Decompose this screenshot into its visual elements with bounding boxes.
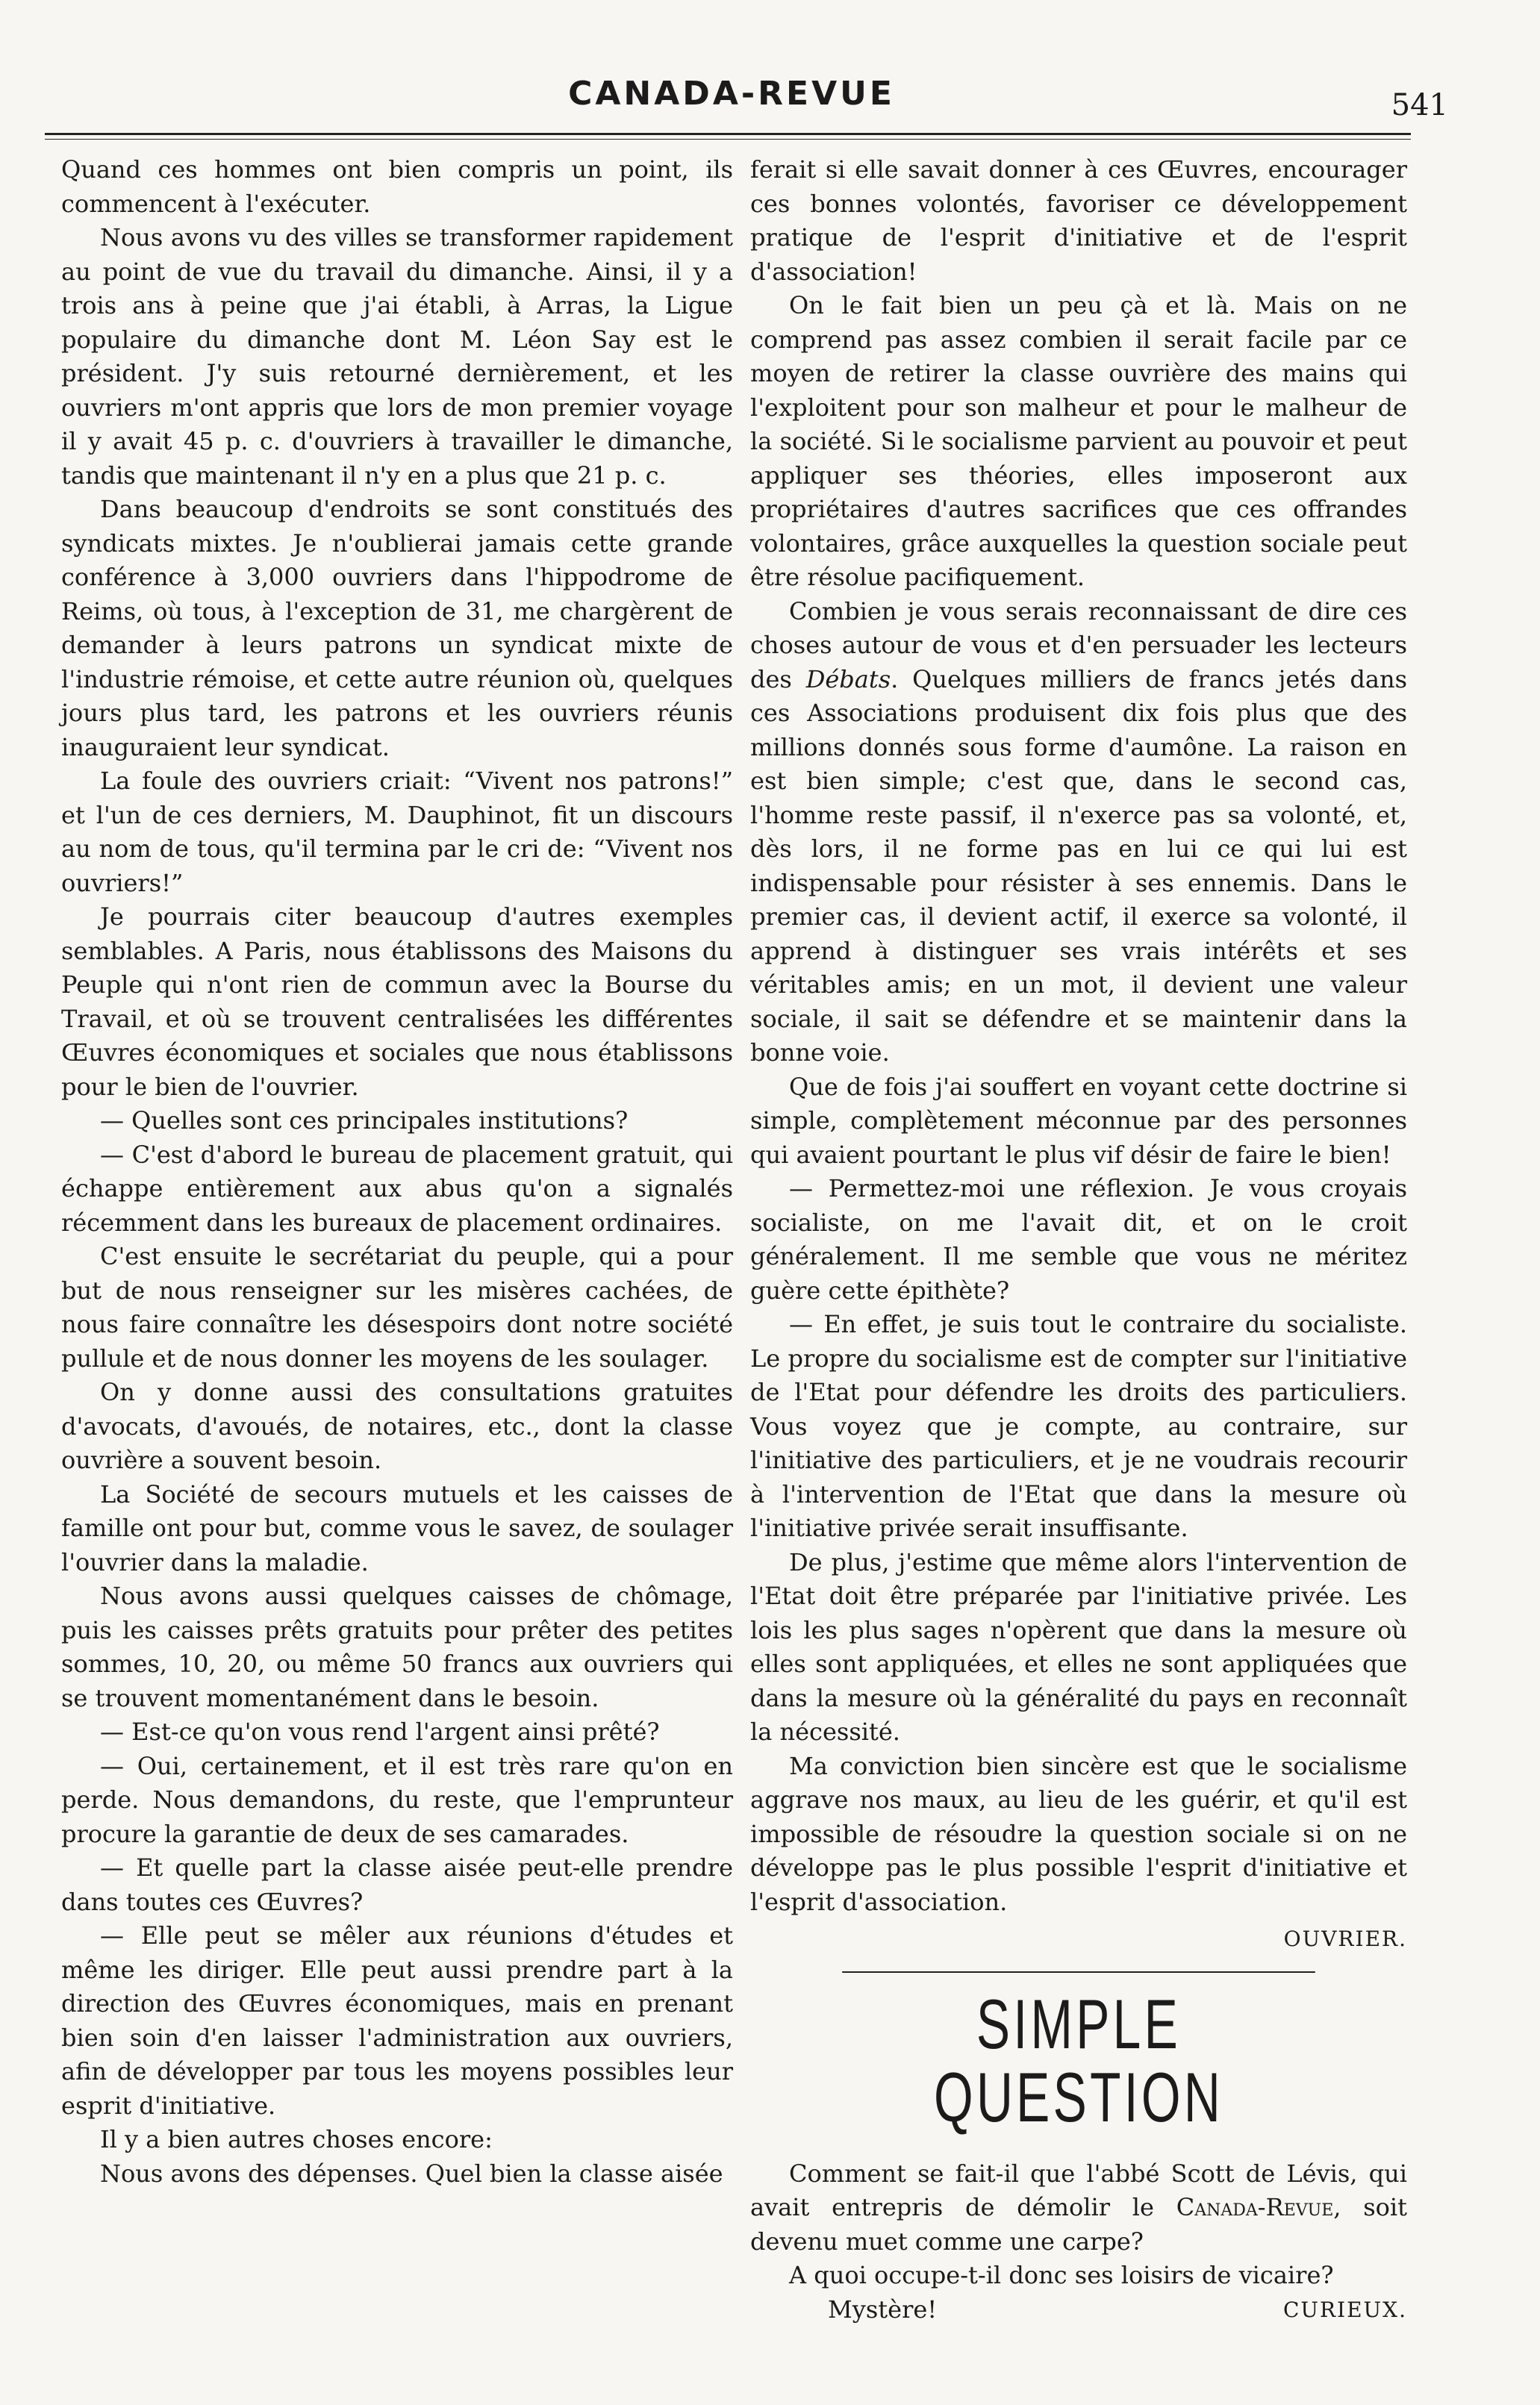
text-run: Combien je vous serais reconnaissant de dire ces choses autour de vous et d'en persuader les lecteurs des	[750, 596, 1407, 693]
author-signature: OUVRIER.	[1283, 1927, 1407, 1951]
page-header	[45, 75, 1448, 122]
paragraph: La foule des ouvriers criait: “Vivent nos patrons!” et l'un de ces derniers, M. Dauphinot, fit un discours au nom de tous, qu'il termina par le cri de: “Vivent nos ouvriers!”	[61, 767, 733, 897]
page-number: 541	[1391, 88, 1448, 122]
paragraph	[750, 2157, 1407, 2259]
paragraph: Nous avons des dépenses. Quel bien la classe aisée	[100, 2159, 723, 2188]
paragraph: On le fait bien un peu çà et là. Mais on ne comprend pas assez combien il serait facile par ce moyen de retirer la classe ouvrière des mains qui l'exploitent pour son malheur et pour le malheur de la société. Si le socialisme parvient au pouvoir et peut appliquer ses théories, elles imposeront aux propriétaires d'autres sacrifices que ces offrandes volontaires, grâce auxquelles la question sociale peut être résolue pacifiquement.	[750, 291, 1407, 591]
text-run: . Quelques milliers de francs jetés dans ces Associations produisent dix fois plus que des millions donnés sous forme d'aumône. La raison en est bien simple; c'est que, dans le second cas, l'homme reste passif, il n'exerce pas sa volonté, et, dès lors, il ne forme pas en lui ce qui lui est indispensable pour résister à ses ennemis. Dans le premier cas, il devient actif, il exerce sa volonté, il apprend à distinguer ses vrais intérêts et ses véritables amis; en un mot, il devient une valeur sociale, il sait se défendre et se maintenir dans la bonne voie.	[750, 664, 1408, 1067]
paragraph: — Est-ce qu'on vous rend l'argent ainsi prêté?	[100, 1718, 660, 1746]
magazine-name: Canada-Revue	[1176, 2193, 1334, 2222]
closing-line	[750, 2293, 1407, 2327]
journal-title-debats: Débats	[805, 664, 891, 693]
paragraph: Ma conviction bien sincère est que le socialisme aggrave nos maux, au lieu de les guérir, et qu'il est impossible de résoudre la question sociale si on ne développe pas le plus possible l'esprit d'initiative et l'esprit d'association.	[750, 1751, 1407, 1916]
paragraph: Je pourrais citer beaucoup d'autres exemples semblables. A Paris, nous établissons des Maisons du Peuple qui n'ont rien de commun avec la Bourse du Travail, et où se trouvent centralisées les différentes Œuvres économiques et sociales que nous établissons pour le bien de l'ouvrier.	[61, 902, 733, 1101]
header-rule-thin	[45, 139, 1411, 140]
paragraph: A quoi occupe-t-il donc ses loisirs de vicaire?	[789, 2261, 1334, 2290]
paragraph: Nous avons vu des villes se transformer rapidement au point de vue du travail du dimanche. Ainsi, il y a trois ans à peine que j'ai établi, à Arras, la Ligue populaire du dimanche dont M. Léon Say est le président. J'y suis retourné dernièrement, et les ouvriers m'ont appris que lors de mon premier voyage il y avait 45 p. c. d'ouvriers à travailler le dimanche, tandis que maintenant il n'y en a plus que 21 p. c.	[61, 223, 733, 490]
header-rule	[45, 133, 1411, 135]
paragraph: La Société de secours mutuels et les caisses de famille ont pour but, comme vous le savez, de soulager l'ouvrier dans la maladie.	[61, 1479, 733, 1576]
paragraph: On y donne aussi des consultations gratuites d'avocats, d'avoués, de notaires, etc., dont la classe ouvrière a souvent besoin.	[61, 1378, 733, 1474]
text-run: , soit devenu muet comme une carpe?	[750, 2193, 1408, 2256]
text-run: Comment se fait-il que l'abbé Scott de Lévis, qui avait entrepris de démolir le	[750, 2159, 1407, 2222]
paragraph: — En effet, je suis tout le contraire du socialiste. Le propre du socialisme est de compter sur l'initiative de l'Etat pour défendre les droits des particuliers. Vous voyez que je compte, au contraire, sur l'initiative des particuliers, et je ne voudrais recourir à l'intervention de l'Etat que dans la mesure où l'initiative privée serait insuffisante.	[750, 1310, 1407, 1542]
paragraph: Il y a bien autres choses encore:	[100, 2125, 493, 2153]
paragraph: Dans beaucoup d'endroits se sont constitués des syndicats mixtes. Je n'oublierai jamais cette grande conférence à 3,000 ouvriers dans l'hippodrome de Reims, où tous, à l'exception de 31, me chargèrent de demander à leurs patrons un syndicat mixte de l'industrie rémoise, et cette autre réunion où, quelques jours plus tard, les patrons et les ouvriers réunis inauguraient leur syndicat.	[61, 495, 733, 761]
right-column	[750, 153, 1407, 2327]
closing-word: Mystère!	[828, 2295, 938, 2324]
left-column	[61, 153, 733, 2191]
paragraph: C'est ensuite le secrétariat du peuple, qui a pour but de nous renseigner sur les misères cachées, de nous faire connaître les désespoirs dont notre société pullule et de nous donner les moyens de les soulager.	[61, 1242, 733, 1373]
paragraph: De plus, j'estime que même alors l'intervention de l'Etat doit être préparée par l'initiative privée. Les lois les plus sages n'opèrent que dans la mesure où elles sont appliquées, et elles ne sont appliquées que dans la mesure où la généralité du pays en reconnaît la nécessité.	[750, 1547, 1407, 1746]
section-title: SIMPLE QUESTION	[842, 1971, 1315, 2135]
paragraph: — C'est d'abord le bureau de placement gratuit, qui échappe entièrement aux abus qu'on a signalés récemment dans les bureaux de placement ordinaires.	[61, 1140, 733, 1237]
paragraph: — Quelles sont ces principales institutions?	[100, 1106, 629, 1135]
paragraph	[750, 595, 1407, 1070]
paragraph: Nous avons aussi quelques caisses de chômage, puis les caisses prêts gratuits pour prêter des petites sommes, 10, 20, ou même 50 francs aux ouvriers qui se trouvent momentanément dans le besoin.	[61, 1582, 733, 1712]
paragraph: — Permettez-moi une réflexion. Je vous croyais socialiste, on me l'avait dit, et on le croit généralement. Il me semble que vous ne méritez guère cette épithète?	[750, 1174, 1407, 1305]
paragraph: — Oui, certainement, et il est très rare qu'on en perde. Nous demandons, du reste, que l'emprunteur procure la garantie de deux de ses camarades.	[61, 1751, 733, 1848]
paragraph: — Elle peut se mêler aux réunions d'études et même les diriger. Elle peut aussi prendre part à la direction des Œuvres économiques, mais en prenant bien soin d'en laisser l'administration aux ouvriers, afin de développer par tous les moyens possibles leur esprit d'initiative.	[61, 1921, 733, 2120]
author-signature: CURIEUX.	[1282, 2297, 1407, 2322]
paragraph: — Et quelle part la classe aisée peut-elle prendre dans toutes ces Œuvres?	[61, 1853, 733, 1916]
paragraph: Que de fois j'ai souffert en voyant cette doctrine si simple, complètement méconnue par des personnes qui avaient pourtant le plus vif désir de faire le bien!	[750, 1072, 1407, 1169]
paragraph: Quand ces hommes ont bien compris un point, ils commencent à l'exécuter.	[61, 155, 733, 218]
running-head: CANADA-REVUE	[568, 75, 895, 113]
paragraph: ferait si elle savait donner à ces Œuvres, encourager ces bonnes volontés, favoriser ce développement pratique de l'esprit d'initiative et de l'esprit d'association!	[750, 155, 1407, 286]
